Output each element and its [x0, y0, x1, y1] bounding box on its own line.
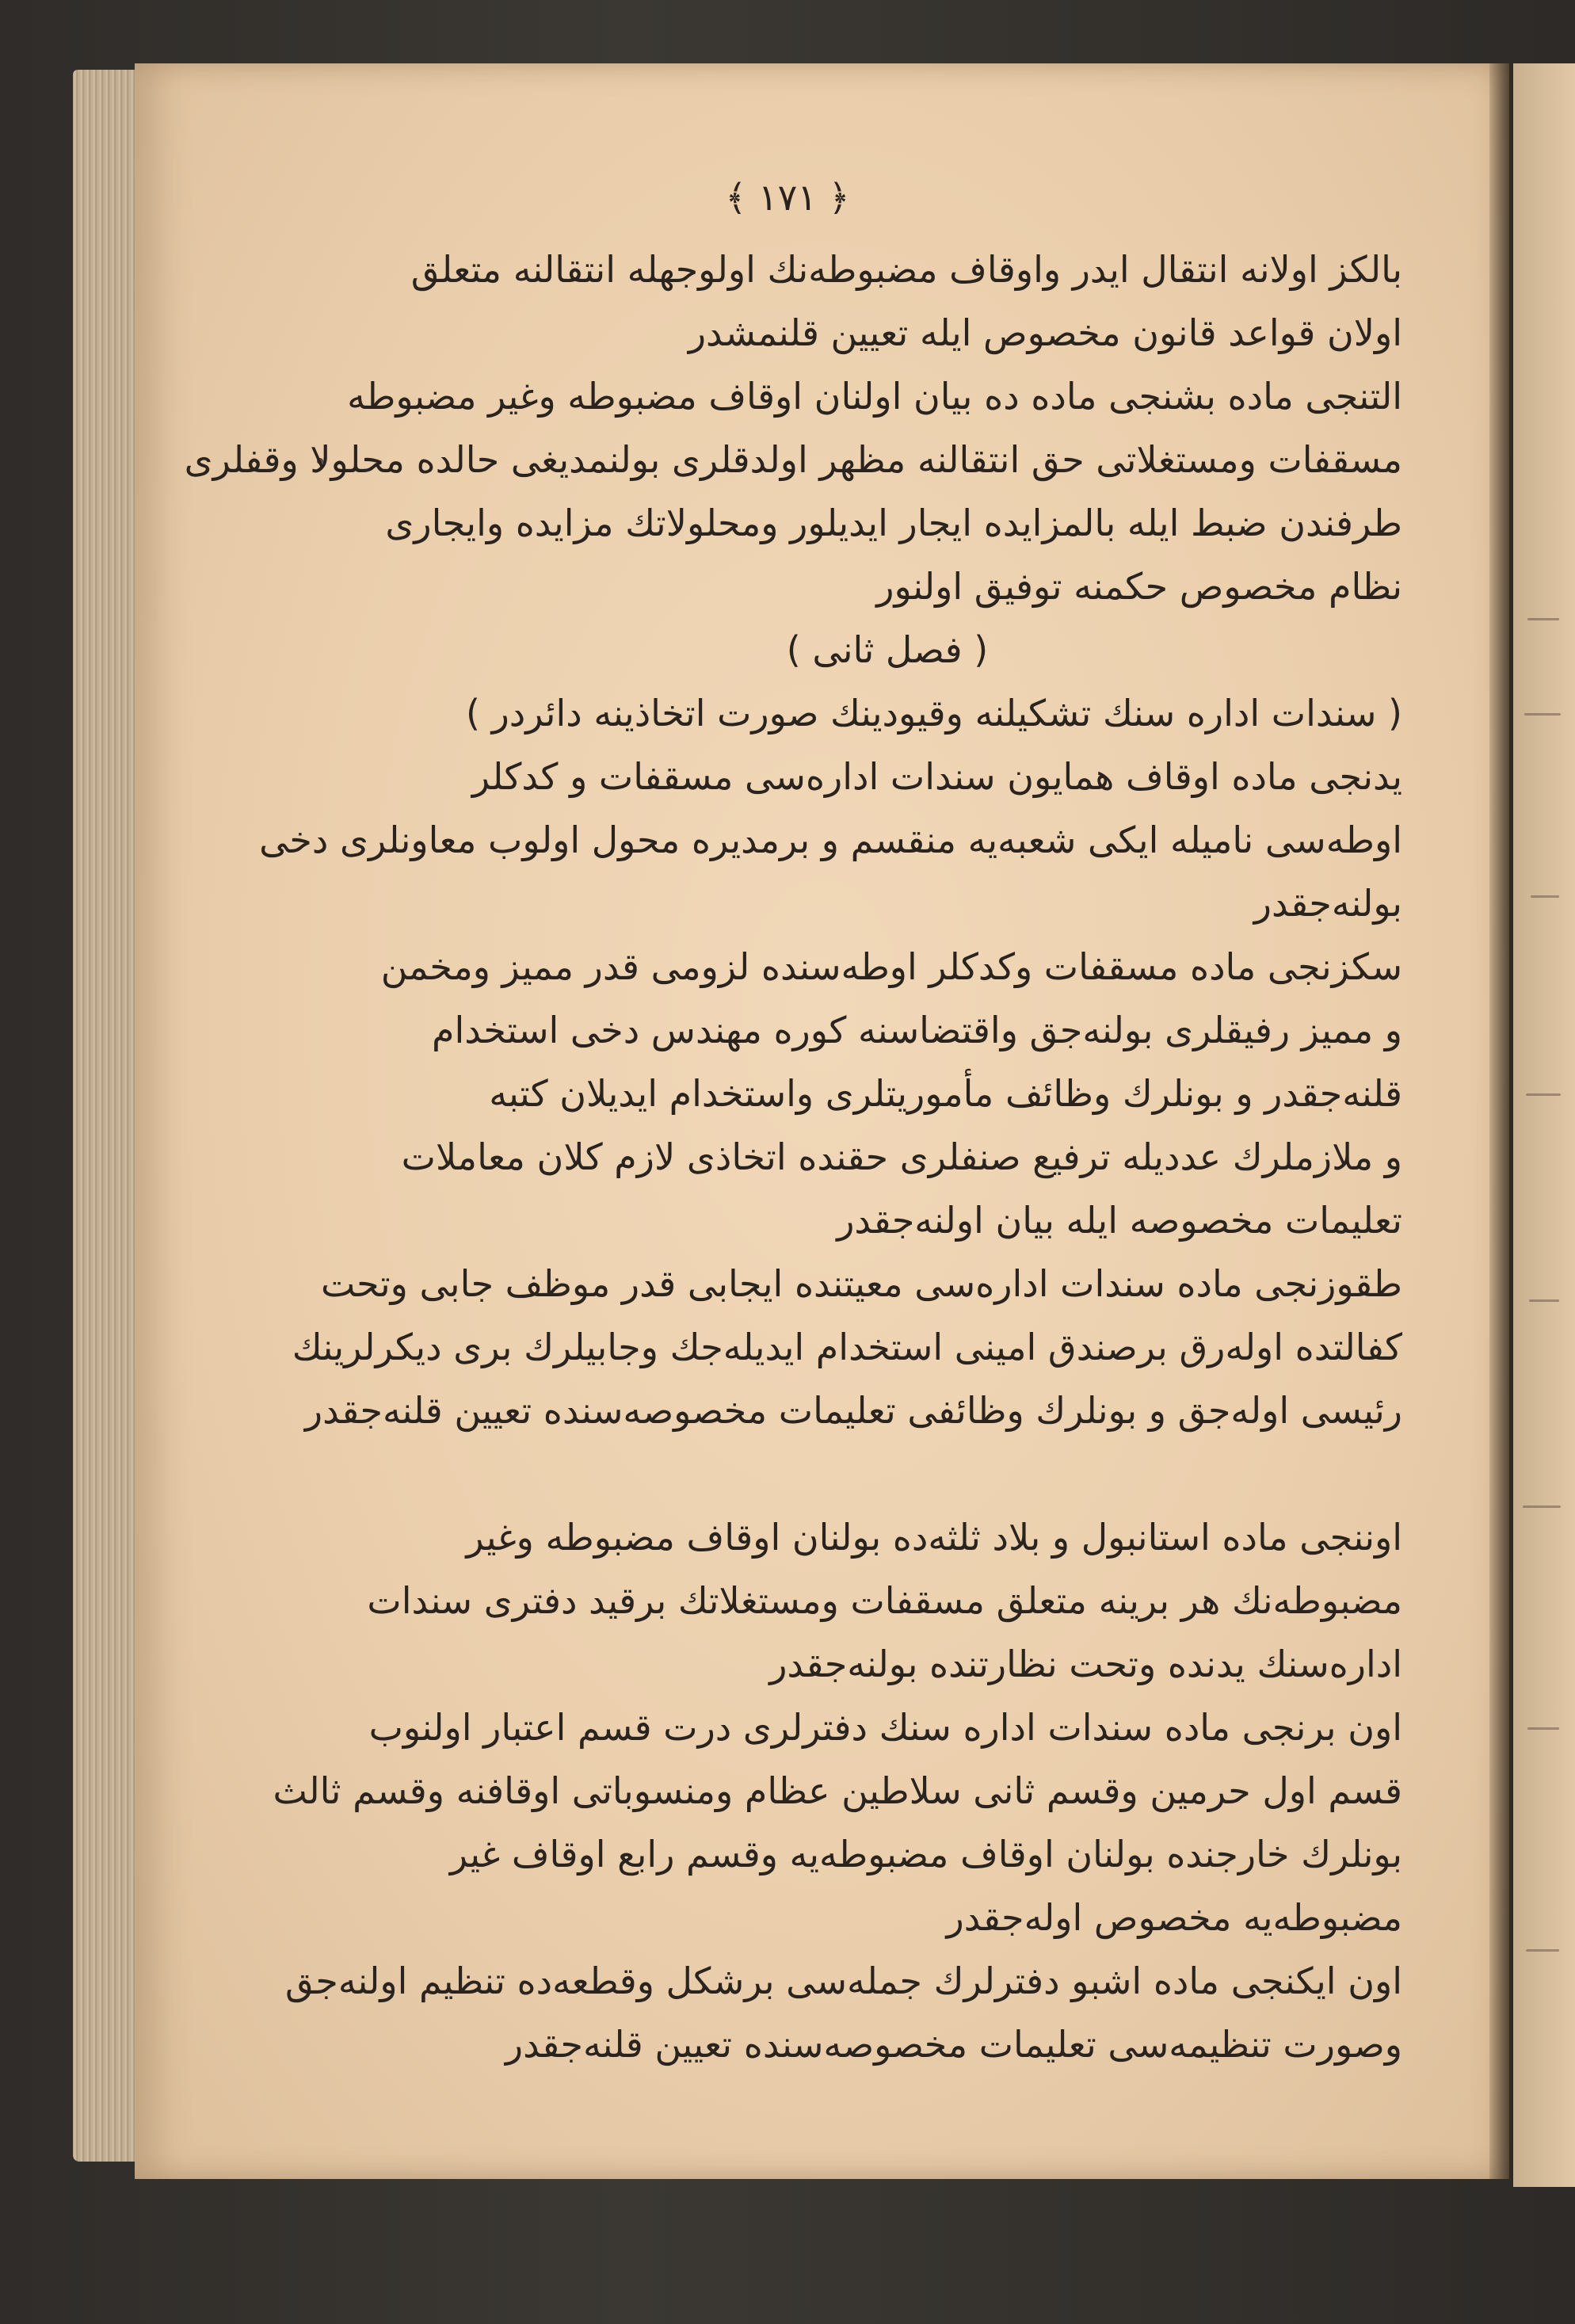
text-line: و ممیز رفیقلری بولنه‌جق واقتضاسنه کوره مهندس دخی استخدام: [432, 1009, 1402, 1051]
text-line: اولان قواعد قانون مخصوص ایله تعیین قلنمشدر: [688, 311, 1402, 354]
text-line: اون ایکنجی ماده اشبو دفترلرك جمله‌سی برشکل وقطعه‌ده تنظیم اولنه‌جق: [285, 1960, 1402, 2002]
page-number: ﴾ ۱۷۱ ﴿: [725, 176, 850, 219]
text-line: تعلیمات مخصوصه ایله بیان اولنه‌جقدر: [837, 1199, 1402, 1242]
text-line: مضبوطه‌نك هر برینه متعلق مسقفات ومستغلاتك برقید دفتری سندات: [367, 1579, 1402, 1622]
text-line: طقوزنجی ماده سندات اداره‌سی معیتنده ایجابی قدر موظف جابی وتحت: [320, 1262, 1402, 1305]
book-gutter: [1489, 63, 1513, 2179]
page-edge-stack: [73, 70, 144, 2162]
text-line: سکزنجی ماده مسقفات وکدکلر اوطه‌سنده لزومی قدر ممیز ومخمن: [380, 945, 1402, 988]
text-line: اوننجی ماده استانبول و بلاد ثلثه‌ده بولنان اوقاف مضبوطه وغیر: [466, 1516, 1402, 1559]
section-subheading: ( سندات اداره سنك تشکیلنه وقیودینك صورت اتخاذینه دائردر ): [466, 692, 1402, 735]
text-line: وصورت تنظیمه‌سی تعلیمات مخصوصه‌سنده تعیین قلنه‌جقدر: [505, 2023, 1402, 2066]
text-line: التنجی ماده بشنجی ماده ده بیان اولنان اوقاف مضبوطه وغیر مضبوطه: [347, 375, 1402, 418]
adjacent-page-edge: [1513, 63, 1575, 2187]
text-line: اوطه‌سی نامیله ایکی شعبه‌یه منقسم و برمدیره محول اولوب معاونلری دخی: [259, 819, 1402, 861]
text-line: یدنجی ماده اوقاف همایون سندات اداره‌سی مسقفات و کدکلر: [471, 755, 1402, 798]
text-line: بالکز اولانه انتقال ایدر واوقاف مضبوطه‌نك اولوجهله انتقالنه متعلق: [410, 248, 1402, 291]
text-line: مسقفات ومستغلاتی حق انتقالنه مظهر اولدقلری بولنمدیغی حالده محلولا وقفلری: [184, 438, 1402, 481]
text-line: مضبوطه‌یه مخصوص اوله‌جقدر: [946, 1896, 1402, 1939]
text-line: بونلرك خارجنده بولنان اوقاف مضبوطه‌یه وقسم رابع اوقاف غیر: [449, 1833, 1402, 1876]
text-line: طرفندن ضبط ایله بالمزایده ایجار ایدیلور ومحلولاتك مزایده وایجاری: [385, 502, 1402, 544]
text-line: بولنه‌جقدر: [1253, 882, 1402, 925]
text-line: رئیسی اوله‌جق و بونلرك وظائفی تعلیمات مخصوصه‌سنده تعیین قلنه‌جقدر: [304, 1389, 1402, 1432]
text-line: کفالتده اوله‌رق برصندق امینی استخدام ایدیله‌جك وجابیلرك بری دیکرلرینك: [292, 1326, 1402, 1368]
section-heading: ( فصل ثانی ): [786, 628, 989, 671]
text-line: قسم اول حرمین وقسم ثانی سلاطین عظام ومنسوباتی اوقافنه وقسم ثالث: [273, 1769, 1402, 1812]
text-line: نظام مخصوص حکمنه توفیق اولنور: [876, 565, 1402, 608]
text-line: قلنه‌جقدر و بونلرك وظائف مأموریتلری واستخدام ایدیلان کتبه: [489, 1072, 1402, 1115]
text-line: اون برنجی ماده سندات اداره سنك دفترلری درت قسم اعتبار اولنوب: [368, 1706, 1402, 1749]
page-text: [184, 238, 1402, 2076]
text-line: و ملازملرك عددیله ترفیع صنفلری حقنده اتخاذی لازم کلان معاملات: [401, 1135, 1402, 1178]
paragraph-gap: [372, 1442, 1402, 1505]
text-line: اداره‌سنك یدنده وتحت نظارتنده بولنه‌جقدر: [769, 1643, 1402, 1685]
